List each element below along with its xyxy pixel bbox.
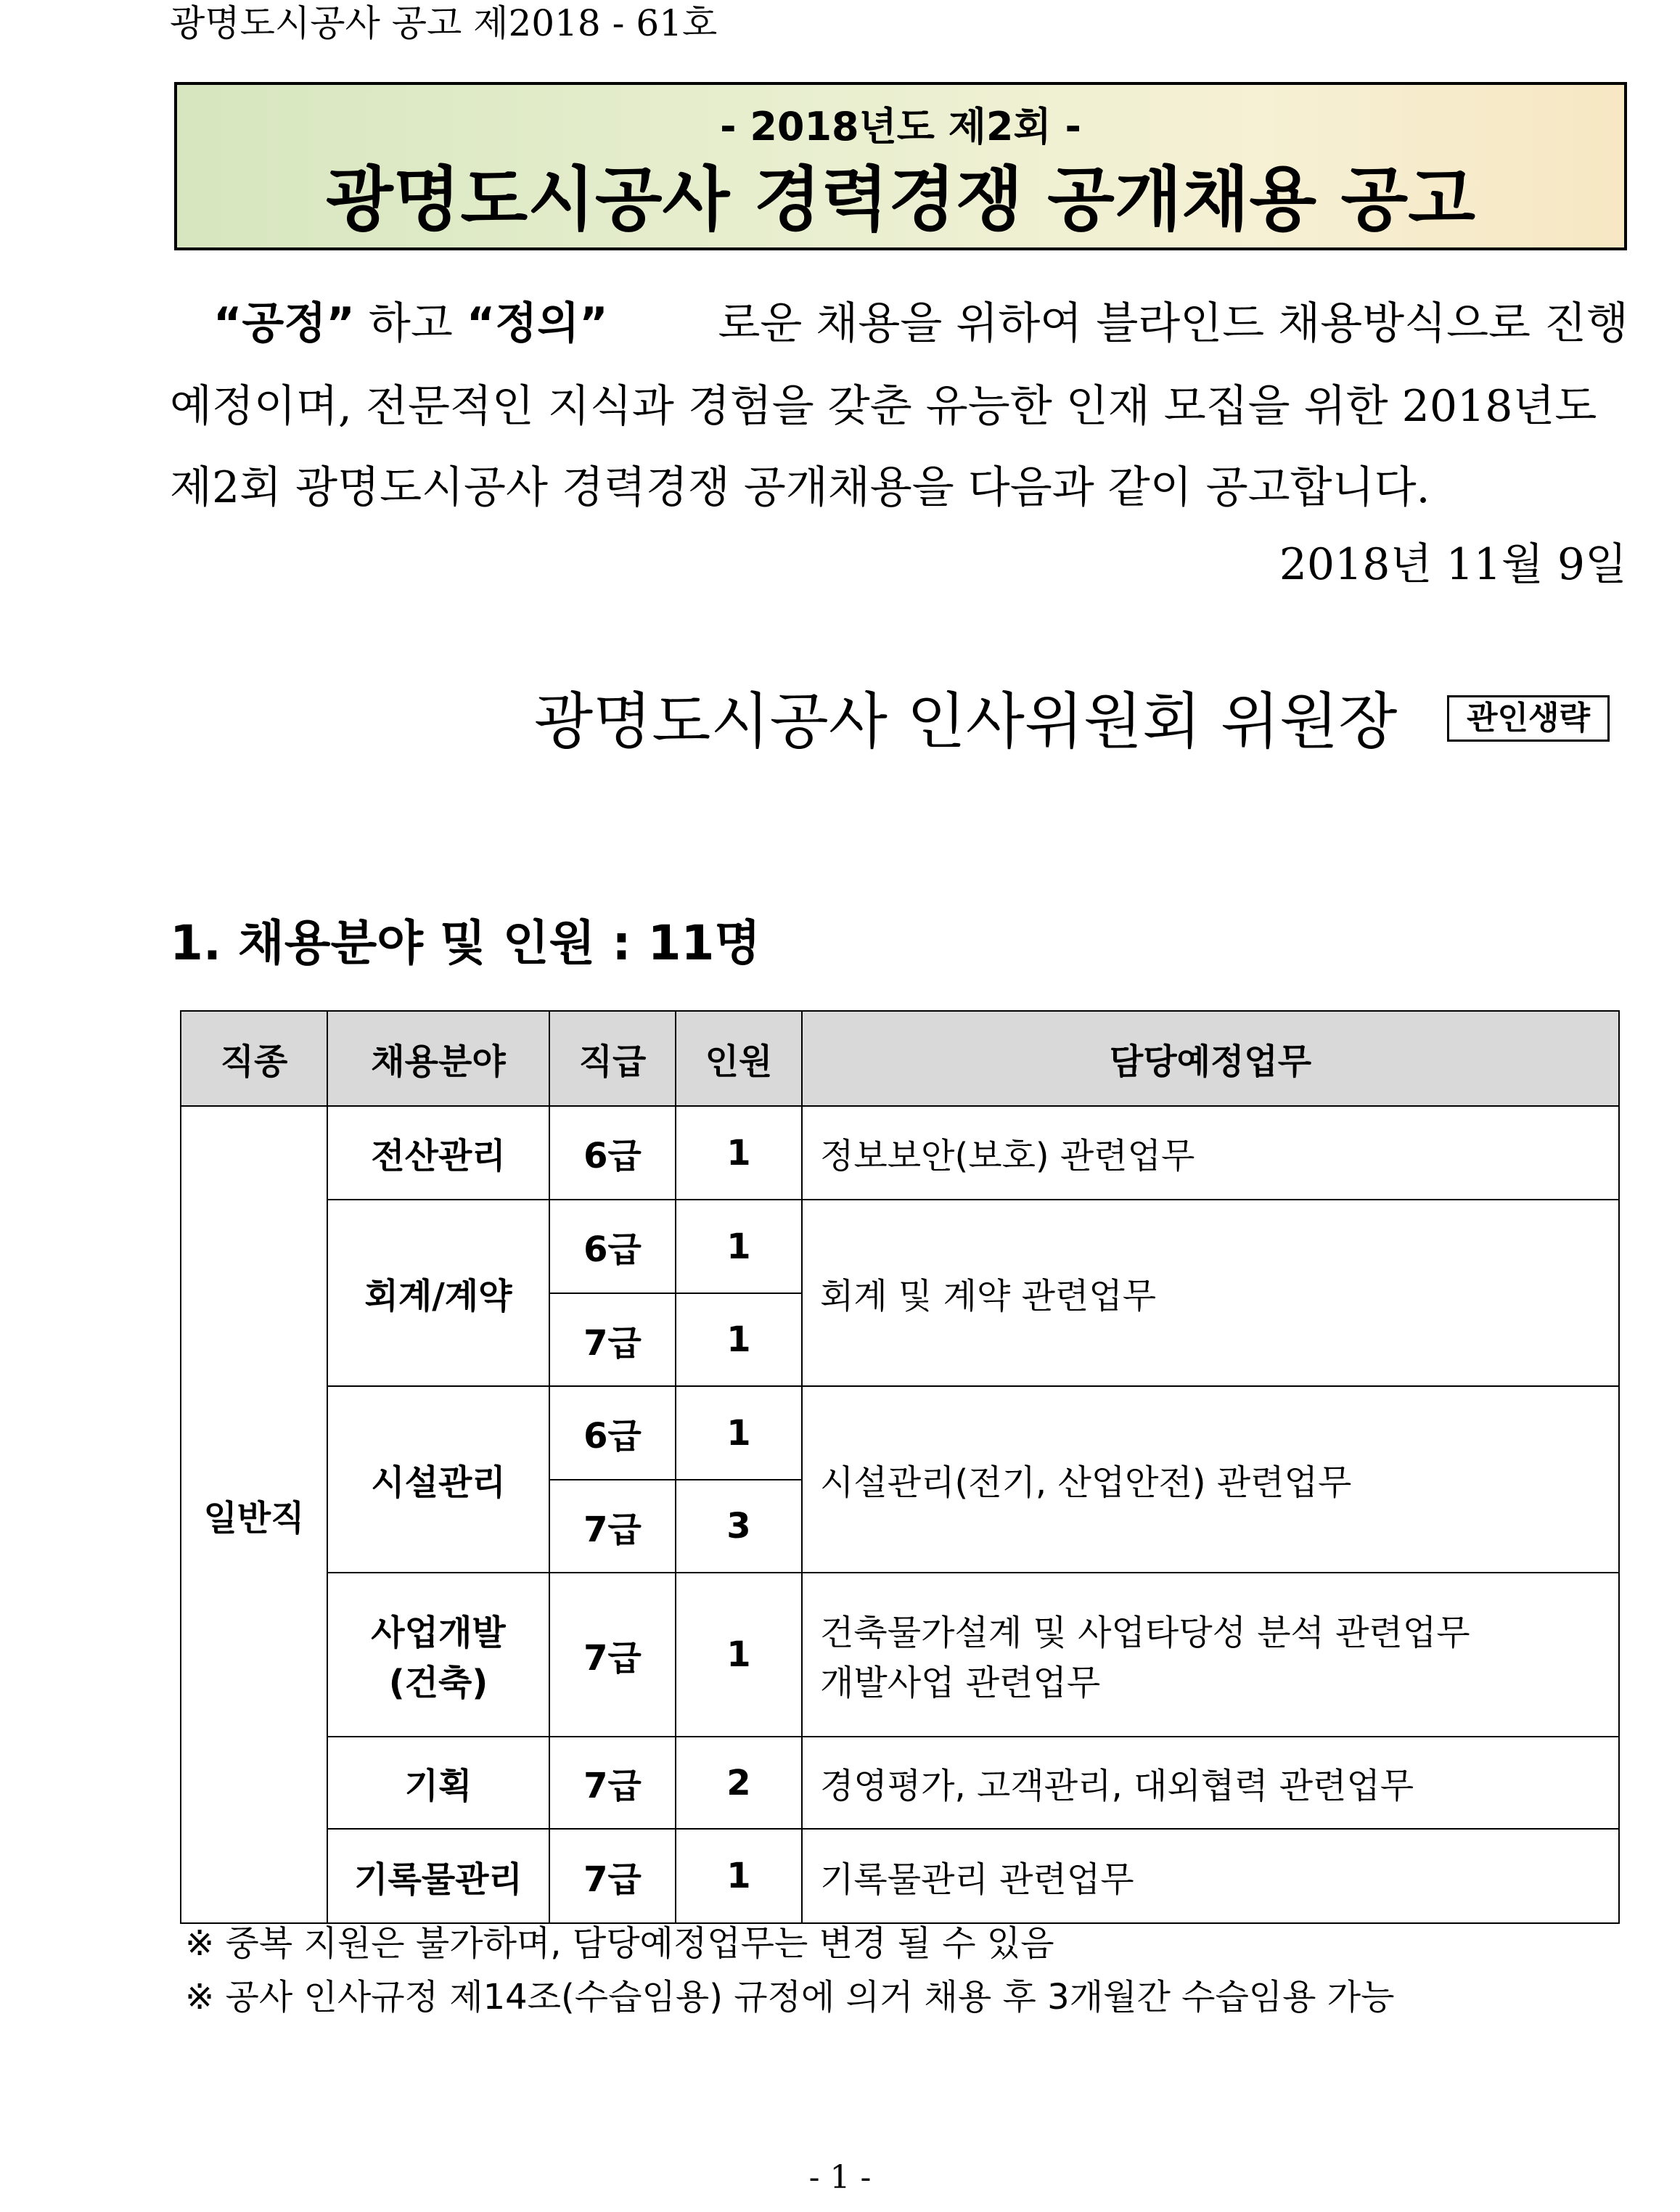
field-cell [327,1573,549,1737]
recruitment-table [180,1010,1620,1924]
count-cell: 1 [676,1573,802,1737]
duty-cell [802,1573,1619,1737]
header-field: 채용분야 [327,1011,549,1106]
job-type-cell: 일반직 [181,1106,327,1923]
grade-cell: 6급 [549,1200,676,1293]
grade-cell: 7급 [549,1737,676,1829]
header-grade: 직급 [549,1011,676,1106]
intro-text: 하고 [368,298,453,349]
section-1-title: 1. 채용분야 및 인원 : 11명 [170,915,761,971]
table-row [181,1829,1619,1923]
duty-line-2: 개발사업 관련업무 [820,1663,1101,1703]
intro-line-2: 예정이며, 전문적인 지식과 경험을 갖춘 유능한 인재 모집을 위한 2018년도 [170,381,1597,432]
table-row [181,1386,1619,1480]
title-subtitle: - 2018년도 제2회 - [720,104,1081,149]
quote-fairness: “공정” [213,298,355,349]
count-cell: 1 [676,1200,802,1293]
grade-cell: 7급 [549,1573,676,1737]
signer-title: 광명도시공사 인사위원회 위원장 [534,686,1398,757]
table-row [181,1200,1619,1293]
quote-justice: “정의” [466,298,608,349]
duty-cell: 시설관리(전기, 산업안전) 관련업무 [802,1386,1619,1573]
field-cell: 회계/계약 [327,1200,549,1386]
page-number: - 1 - [808,2159,872,2196]
duty-cell: 정보보안(보호) 관련업무 [802,1106,1619,1200]
intro-line-1-rest: 로운 채용을 위하여 블라인드 채용방식으로 진행 [718,298,1628,349]
count-cell: 1 [676,1386,802,1480]
field-line-2: (건축) [388,1663,488,1703]
field-cell: 기록물관리 [327,1829,549,1923]
page-title: 광명도시공사 경력경쟁 공개채용 공고 [325,159,1476,240]
duty-line-1: 건축물가설계 및 사업타당성 분석 관련업무 [820,1613,1470,1653]
duty-cell: 회계 및 계약 관련업무 [802,1200,1619,1386]
field-cell: 시설관리 [327,1386,549,1573]
count-cell: 3 [676,1480,802,1573]
count-cell: 1 [676,1829,802,1923]
intro-line-1 [170,298,1628,350]
note-probation: ※ 공사 인사규정 제14조(수습임용) 규정에 의거 채용 후 3개월간 수습임용 가능 [185,1977,1395,2018]
grade-cell: 6급 [549,1386,676,1480]
header-job-type: 직종 [181,1011,327,1106]
table-row [181,1737,1619,1829]
grade-cell: 7급 [549,1829,676,1923]
intro-line-3: 제2회 광명도시공사 경력경쟁 공개채용을 다음과 같이 공고합니다. [170,462,1430,513]
field-cell: 전산관리 [327,1106,549,1200]
field-cell: 기획 [327,1737,549,1829]
table-row [181,1106,1619,1200]
grade-cell: 7급 [549,1293,676,1386]
note-duplicate-application: ※ 중복 지원은 불가하며, 담당예정업무는 변경 될 수 있음 [185,1923,1054,1964]
grade-cell: 6급 [549,1106,676,1200]
notice-date: 2018년 11월 9일 [1279,539,1627,590]
count-cell: 1 [676,1106,802,1200]
count-cell: 1 [676,1293,802,1386]
table-header-row [181,1011,1619,1106]
field-line-1: 사업개발 [371,1613,506,1653]
table-row [181,1573,1619,1737]
count-cell: 2 [676,1737,802,1829]
title-box [174,82,1627,250]
duty-cell: 경영평가, 고객관리, 대외협력 관련업무 [802,1737,1619,1829]
duty-cell: 기록물관리 관련업무 [802,1829,1619,1923]
header-count: 인원 [676,1011,802,1106]
grade-cell: 7급 [549,1480,676,1573]
header-duty: 담당예정업무 [802,1011,1619,1106]
notice-number: 광명도시공사 공고 제2018 - 61호 [170,2,718,44]
seal-omitted-stamp: 관인생략 [1447,695,1610,742]
